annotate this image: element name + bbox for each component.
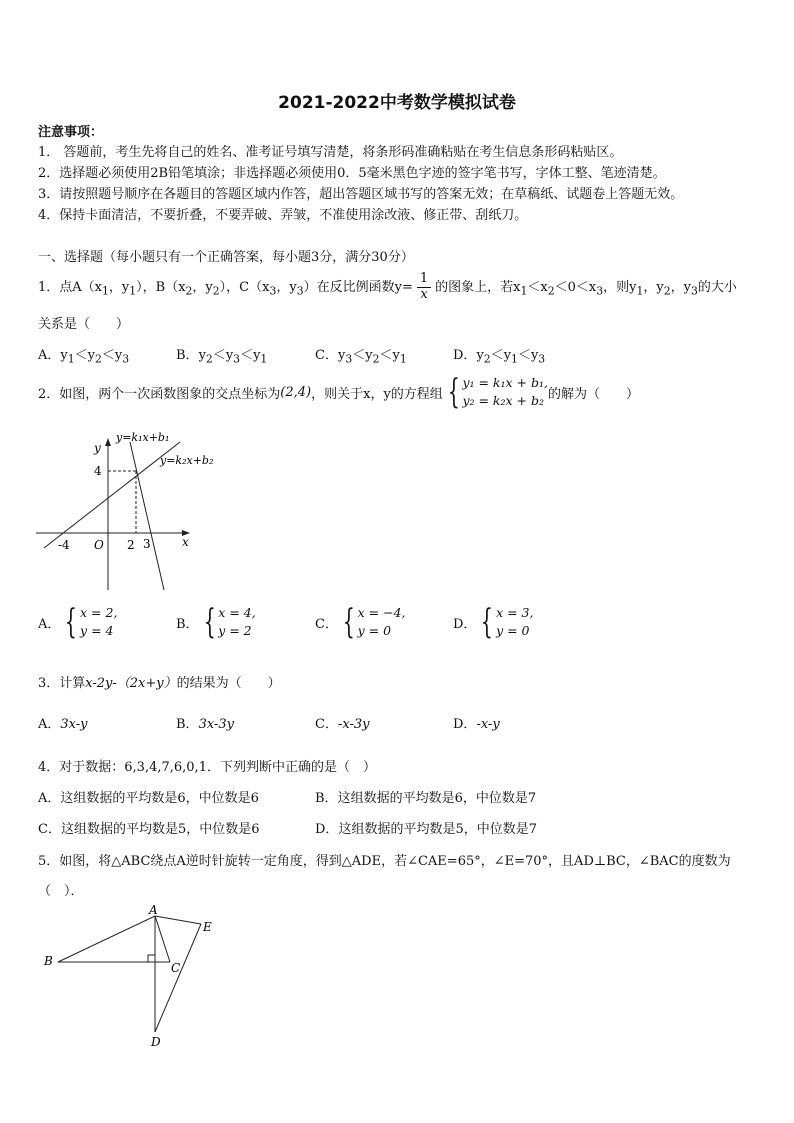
q3-option-a[interactable]: A．3x-y	[38, 717, 88, 732]
q1-option-c[interactable]: C．$y_3<y_2<y_1$	[315, 348, 407, 366]
label-b: B	[44, 954, 53, 968]
notice-item-3: 3．请按照题号顺序在各题目的答题区域内作答，超出答题区域书写的答案无效；在草稿纸、试题卷上答题无效。	[38, 187, 684, 202]
notice-item-1: 1． 答题前，考生先将自己的姓名、准考证号填写清楚，将条形码准确粘贴在考生信息条形码粘贴区。	[38, 145, 623, 160]
tick-3: 3	[143, 537, 151, 551]
question-5-text: 5．如图，将△ABC绕点A逆时针旋转一定角度，得到△ADE，若∠CAE=65°，∠E=70°，且AD⊥BC，∠BAC的度数为	[38, 854, 731, 869]
q4-option-b[interactable]: B．这组数据的平均数是6，中位数是7	[315, 791, 537, 806]
label-d: D	[151, 1035, 161, 1049]
segment-ab	[58, 916, 155, 962]
notice-heading: 注意事项：	[38, 125, 104, 140]
right-angle-mark	[148, 955, 155, 962]
tick-2: 2	[127, 538, 135, 552]
x-axis-label: x	[182, 535, 189, 549]
y-axis-label: y	[94, 441, 101, 455]
q3-option-d[interactable]: D．-x-y	[453, 717, 500, 732]
question-3-text: 3．计算x-2y-（2x+y）的结果为（ ）	[38, 676, 281, 691]
equation-system: { y₁ = k₁x + b₁, y₂ = k₂x + b₂	[447, 372, 548, 413]
fraction-1-over-x: $\frac{1}{x}$	[417, 272, 431, 303]
origin-label: O	[94, 538, 104, 552]
line2-label: y=k₂x+b₂	[160, 454, 214, 467]
line-k1	[130, 442, 164, 590]
notice-item-4: 4．保持卡面清洁，不要折叠，不要弄破、弄皱，不准使用涂改液、修正带、刮纸刀。	[38, 208, 528, 223]
segment-de	[155, 924, 201, 1032]
segment-ac	[155, 916, 170, 962]
q1-option-d[interactable]: D．$y_2<y_1<y_3$	[453, 348, 546, 366]
question-2-text: 2．如图，两个一次函数图象的交点坐标为 (2,4) ，则关于x，y的方程组 { y₁ = k₁x + b₁, y₂ = k₂x + b₂ 的解为（ ）	[38, 372, 639, 413]
q2-graph	[34, 424, 214, 594]
q3-option-b[interactable]: B．3x-3y	[176, 717, 234, 732]
question-5-line2: （ ）．	[38, 884, 84, 899]
q2-option-c[interactable]: C． { x = −4, y = 0	[315, 602, 406, 643]
segment-ae	[155, 916, 201, 924]
label-a: A	[149, 903, 158, 917]
q1-option-b[interactable]: B．$y_2<y_3<y_1$	[176, 348, 268, 366]
tick-4: 4	[94, 464, 102, 478]
line1-label: y=k₁x+b₁	[116, 431, 170, 444]
q5-figure	[38, 905, 228, 1050]
q4-option-c[interactable]: C．这组数据的平均数是5，中位数是6	[38, 822, 260, 837]
tick-neg4: -4	[58, 538, 70, 552]
q2-option-d[interactable]: D． { x = 3, y = 0	[453, 602, 534, 643]
question-1-line2: 关系是（ ）	[38, 317, 130, 332]
q3-option-c[interactable]: C．-x-3y	[315, 717, 370, 732]
q2-option-a[interactable]: A． { x = 2, y = 4	[38, 602, 118, 643]
question-4-text: 4．对于数据：6,3,4,7,6,0,1．下列判断中正确的是（ ）	[38, 760, 376, 775]
page-title: 2021-2022中考数学模拟试卷	[278, 93, 516, 113]
notice-item-2: 2．选择题必须使用2B铅笔填涂；非选择题必须使用0．5毫米黑色字迹的签字笔书写，字体工整、笔迹清楚。	[38, 166, 666, 181]
section-heading: 一、选择题（每小题只有一个正确答案，每小题3分，满分30分）	[38, 250, 414, 265]
q2-option-b[interactable]: B． { x = 4, y = 2	[176, 602, 256, 643]
q4-option-d[interactable]: D．这组数据的平均数是5，中位数是7	[315, 822, 537, 837]
q1-option-a[interactable]: A．$y_1<y_2<y_3$	[38, 348, 130, 366]
y-axis-arrow	[105, 438, 111, 446]
question-1-text: 1．点$A(x_1$，$y_1$），$B(x_2$，$y_2$），$C(x_3$，$y_3$）在反比例函数y= $\frac{1}{x}$ 的图象上，若$x_1<x_2<0<x_3$，则$y_1$，$y_2$，$y_3$的大小	[38, 271, 737, 302]
intersection-point: (2,4)	[280, 384, 312, 400]
label-e: E	[203, 920, 212, 934]
label-c: C	[171, 961, 181, 975]
q4-option-a[interactable]: A．这组数据的平均数是6，中位数是6	[38, 791, 259, 806]
